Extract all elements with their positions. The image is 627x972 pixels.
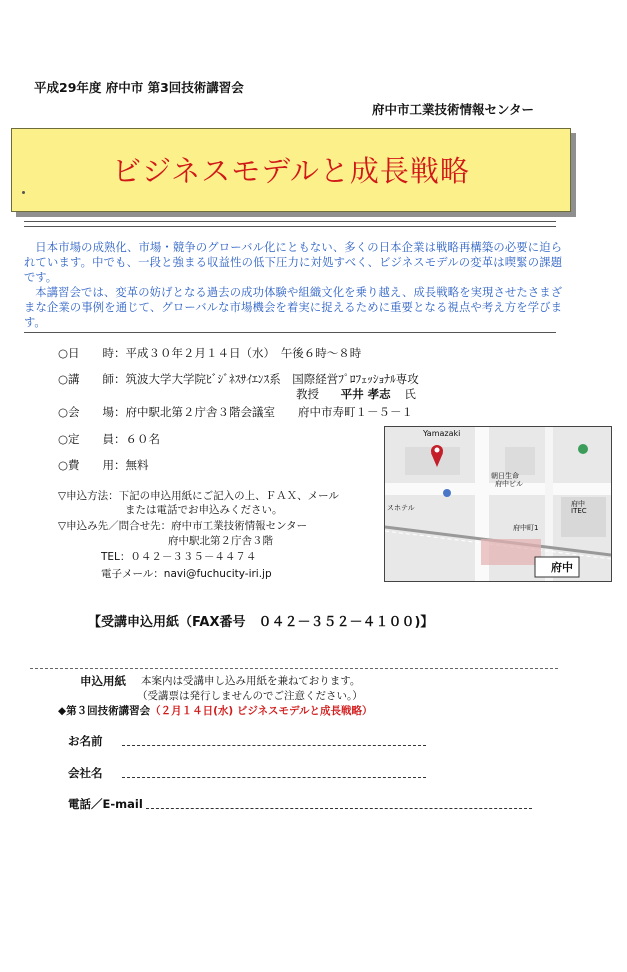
lecturer-honorific: 氏 <box>404 387 416 401</box>
location-map[interactable] <box>384 426 612 582</box>
lecturer-row <box>58 371 419 387</box>
name-label: お名前 <box>68 734 103 748</box>
venue-label: ○会 場： <box>58 405 126 419</box>
intro-paragraph-1: 日本市場の成熟化、市場・競争のグローバル化にともない、多くの日本企業は戦略再構築の必要に迫られています。中でも、一段と強まる収益性の低下圧力に対処すべく、ビジネスモデルの変革は喫緊の課題です。 <box>24 241 562 284</box>
name-field[interactable] <box>122 745 426 746</box>
form-note-line-1: 本案内は受講申し込み用紙を兼ねております。 <box>141 675 361 687</box>
map-label-right-2: ITEC <box>571 507 587 515</box>
apply-method-line-2: または電話でお申込みください。 <box>125 504 283 516</box>
fee-value: 無料 <box>125 458 149 472</box>
map-label-yamazaki: Yamazaki <box>423 429 461 438</box>
map-label-station: 府中 <box>551 561 573 574</box>
fee-row <box>58 457 149 473</box>
application-form-title: 【受講申込用紙（FAX番号 ０４２－３５２－４１００)】 <box>88 615 434 630</box>
company-label: 会社名 <box>68 766 103 780</box>
form-event-line <box>58 703 373 718</box>
event-subtitle: 平成29年度 府中市 第3回技術講習会 <box>34 80 244 95</box>
map-label-building: 朝日生命 <box>491 472 519 480</box>
contact-field[interactable] <box>146 808 532 809</box>
divider-top <box>24 221 556 222</box>
divider-middle <box>24 332 556 333</box>
company-field[interactable] <box>122 777 426 778</box>
page-title: ビジネスモデルと成長戦略 <box>112 154 470 188</box>
cut-line <box>30 668 558 669</box>
apply-method-line-1: ▽申込方法：下記の申込用紙にご記入の上、ＦＡＸ、メール <box>58 490 339 502</box>
map-label-area: 府中町1 <box>513 524 539 532</box>
contact-line-2: 府中駅北第２庁舎３階 <box>168 535 273 547</box>
date-label: ○日 時： <box>58 346 126 360</box>
map-label-building-2: 府中ビル <box>495 480 523 488</box>
form-note-label: 申込用紙 <box>80 674 126 688</box>
date-value: 平成３０年２月１４日（水） 午後６時～８時 <box>125 346 362 360</box>
capacity-value: ６０名 <box>125 432 161 446</box>
fee-label: ○費 用： <box>58 458 126 472</box>
intro-paragraph-2: 本講習会では、変革の妨げとなる過去の成功体験や組織文化を乗り越え、成長戦略を実現させたさまざまな企業の事例を通じて、グローバルな市場機会を着実に捉えるために重要となる視点や考え方を学びます。 <box>24 286 562 329</box>
map-label-right: 府中 <box>571 500 585 508</box>
lecturer-name-row <box>296 386 416 402</box>
form-note-line-2: （受講票は発行しませんのでご注意ください。） <box>137 690 363 702</box>
lecturer-label: ○講 師： <box>58 372 126 386</box>
lecturer-affiliation: 筑波大学大学院ﾋﾞｼﾞﾈｽｻｲｴﾝｽ系 国際経営ﾌﾟﾛﾌｪｯｼｮﾅﾙ専攻 <box>125 372 419 386</box>
lecturer-title: 教授 <box>296 387 319 401</box>
venue-value: 府中駅北第２庁舎３階会議室 府中市寿町１－５－１ <box>125 405 414 419</box>
organization-name: 府中市工業技術情報センター <box>372 102 535 117</box>
contact-line-1: ▽申込み先／問合せ先：府中市工業技術情報センター <box>58 520 308 532</box>
capacity-row <box>58 431 160 447</box>
divider-top-2 <box>24 226 556 227</box>
map-label-hotel: スホテル <box>387 504 415 512</box>
banner-dot <box>22 191 25 194</box>
form-event-highlight: （２月１４日(水) ビジネスモデルと成長戦略） <box>150 705 373 717</box>
lecturer-name: 平井 孝志 <box>340 387 391 401</box>
form-event-prefix: ◆第３回技術講習会 <box>58 705 151 717</box>
venue-row <box>58 404 413 420</box>
title-banner <box>11 128 571 212</box>
contact-email[interactable]: 電子メール：navi@fuchucity-iri.jp <box>101 568 272 580</box>
capacity-label: ○定 員： <box>58 432 126 446</box>
contact-tel: TEL：０４２－３３５－４４７４ <box>101 551 257 563</box>
date-row <box>58 345 361 361</box>
contact-label: 電話／E-mail <box>68 797 143 811</box>
intro-text <box>24 240 562 330</box>
